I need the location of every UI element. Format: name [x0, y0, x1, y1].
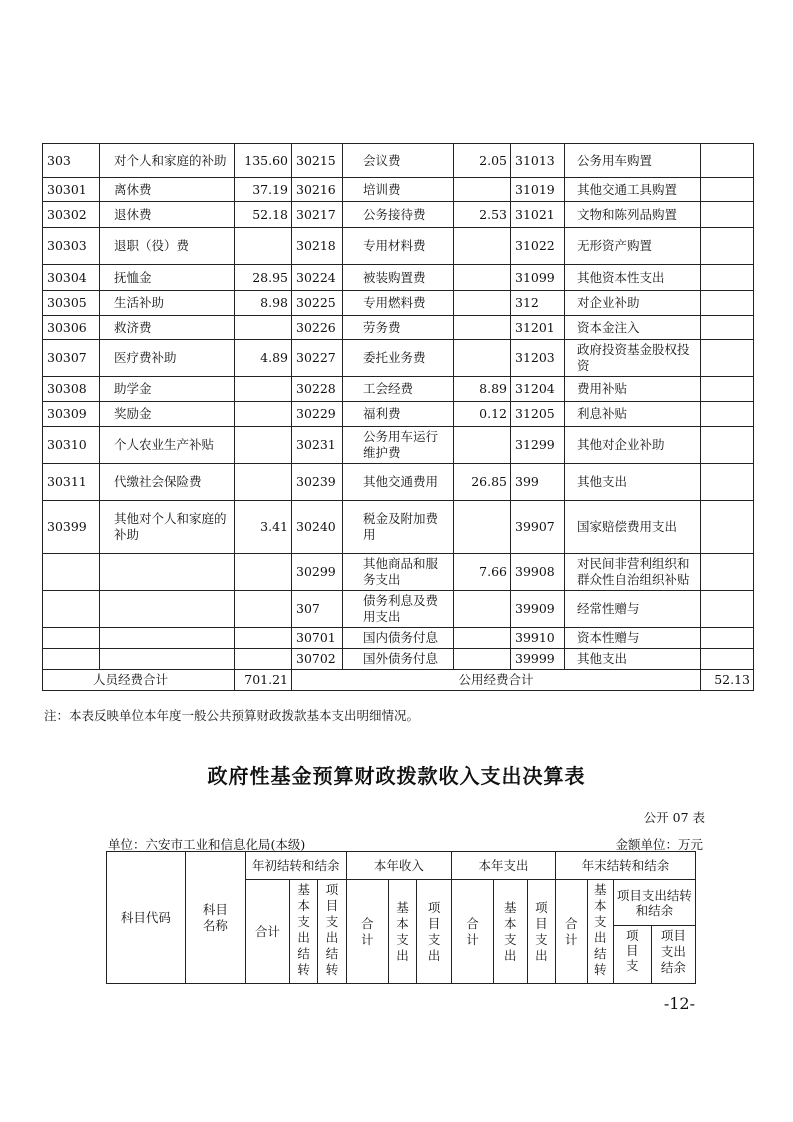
cell-c4: 30226: [292, 316, 343, 340]
cell-c2: 退职（役）费: [100, 228, 235, 265]
cell-c5: 债务利息及费用支出: [343, 591, 454, 628]
cell-c2: 抚恤金: [100, 265, 235, 291]
table-row: [43, 291, 754, 316]
cell-c3: [235, 464, 292, 501]
personnel-total-value: 701.21: [235, 670, 292, 691]
fund-budget-table: [106, 851, 696, 984]
cell-c8: 费用补贴: [565, 377, 701, 402]
cell-c3: 8.98: [235, 291, 292, 316]
header-closing: 年末结转和结余: [556, 852, 696, 880]
cell-c4: 30299: [292, 554, 343, 591]
cell-c5: 国外债务付息: [343, 649, 454, 670]
cell-c9: [701, 144, 754, 178]
cell-c9: [701, 628, 754, 649]
cell-c7: 31013: [511, 144, 565, 178]
cell-c1: 30311: [43, 464, 100, 501]
cell-c1: 30306: [43, 316, 100, 340]
cell-c6: [454, 228, 511, 265]
report-title: 政府性基金预算财政拨款收入支出决算表: [207, 764, 586, 788]
cell-c6: 2.05: [454, 144, 511, 178]
table-row: [43, 228, 754, 265]
cell-c2: 助学金: [100, 377, 235, 402]
header-subject-code: 科目代码: [107, 852, 186, 984]
cell-c3: 28.95: [235, 265, 292, 291]
cell-c6: [454, 501, 511, 554]
table-row: [43, 265, 754, 291]
cell-c2: [100, 649, 235, 670]
cell-c7: 312: [511, 291, 565, 316]
cell-c3: 135.60: [235, 144, 292, 178]
cell-c8: 其他资本性支出: [565, 265, 701, 291]
closing-project-carry: 项目支: [613, 926, 651, 984]
cell-c4: 30225: [292, 291, 343, 316]
closing-project-balance: 项目支出结余: [651, 926, 695, 984]
cell-c2: 对个人和家庭的补助: [100, 144, 235, 178]
cell-c6: [454, 178, 511, 202]
cell-c2: [100, 554, 235, 591]
cell-c2: [100, 628, 235, 649]
cell-c7: 31203: [511, 340, 565, 377]
cell-c7: 39910: [511, 628, 565, 649]
unit-label: 单位：六安市工业和信息化局(本级): [108, 837, 306, 852]
public-total-label: 公用经费合计: [292, 670, 701, 691]
table-row: [43, 402, 754, 427]
cell-c2: 退休费: [100, 202, 235, 228]
header-expense: 本年支出: [451, 852, 555, 880]
cell-c9: [701, 178, 754, 202]
cell-c1: 30303: [43, 228, 100, 265]
cell-c3: [235, 628, 292, 649]
cell-c1: [43, 649, 100, 670]
cell-c8: 无形资产购置: [565, 228, 701, 265]
table-row: [43, 340, 754, 377]
cell-c6: [454, 265, 511, 291]
cell-c7: 399: [511, 464, 565, 501]
cell-c8: 对民间非营利组织和群众性自治组织补贴: [565, 554, 701, 591]
cell-c6: [454, 316, 511, 340]
cell-c3: [235, 554, 292, 591]
cell-c9: [701, 265, 754, 291]
table-row: [43, 144, 754, 178]
cell-c1: 30305: [43, 291, 100, 316]
cell-c1: [43, 591, 100, 628]
header-opening: 年初结转和结余: [245, 852, 346, 880]
table-note: 注：本表反映单位本年度一般公共预算财政拨款基本支出明细情况。: [44, 708, 420, 723]
cell-c6: [454, 291, 511, 316]
cell-c9: [701, 427, 754, 464]
cell-c8: 文物和陈列品购置: [565, 202, 701, 228]
cell-c5: 委托业务费: [343, 340, 454, 377]
opening-project-carry: 项目支出结转: [318, 880, 346, 984]
cell-c9: [701, 228, 754, 265]
table-row: [43, 554, 754, 591]
cell-c3: 37.19: [235, 178, 292, 202]
cell-c9: [701, 554, 754, 591]
cell-c8: 资本金注入: [565, 316, 701, 340]
cell-c6: 7.66: [454, 554, 511, 591]
cell-c7: 31022: [511, 228, 565, 265]
cell-c9: [701, 501, 754, 554]
cell-c3: [235, 427, 292, 464]
cell-c5: 国内债务付息: [343, 628, 454, 649]
cell-c8: 其他支出: [565, 464, 701, 501]
cell-c4: 30229: [292, 402, 343, 427]
personnel-total-label: 人员经费合计: [43, 670, 235, 691]
income-project: 项目支出: [417, 880, 452, 984]
cell-c4: 307: [292, 591, 343, 628]
cell-c5: 福利费: [343, 402, 454, 427]
cell-c7: 39999: [511, 649, 565, 670]
cell-c8: 经常性赠与: [565, 591, 701, 628]
cell-c4: 30228: [292, 377, 343, 402]
cell-c9: [701, 340, 754, 377]
report-code: 公开 07 表: [643, 810, 705, 825]
header-income: 本年收入: [346, 852, 451, 880]
cell-c2: 个人农业生产补贴: [100, 427, 235, 464]
cell-c6: [454, 649, 511, 670]
cell-c9: [701, 316, 754, 340]
cell-c8: 对企业补助: [565, 291, 701, 316]
cell-c4: 30227: [292, 340, 343, 377]
table-row: [43, 649, 754, 670]
table-row: [43, 501, 754, 554]
page-number: -12-: [663, 994, 695, 1013]
cell-c6: [454, 628, 511, 649]
cell-c7: 31019: [511, 178, 565, 202]
cell-c6: 26.85: [454, 464, 511, 501]
cell-c4: 30231: [292, 427, 343, 464]
expense-total: 合计: [451, 880, 493, 984]
opening-total: 合计: [245, 880, 289, 984]
table-row: [43, 464, 754, 501]
cell-c6: 0.12: [454, 402, 511, 427]
cell-c5: 会议费: [343, 144, 454, 178]
cell-c5: 培训费: [343, 178, 454, 202]
closing-total: 合计: [556, 880, 588, 984]
cell-c7: 39908: [511, 554, 565, 591]
cell-c1: 30399: [43, 501, 100, 554]
cell-c9: [701, 202, 754, 228]
expense-project: 项目支出: [527, 880, 555, 984]
cell-c4: 30218: [292, 228, 343, 265]
cell-c5: 税金及附加费用: [343, 501, 454, 554]
cell-c8: 其他支出: [565, 649, 701, 670]
cell-c7: 31299: [511, 427, 565, 464]
cell-c5: 工会经费: [343, 377, 454, 402]
cell-c6: [454, 591, 511, 628]
cell-c2: 医疗费补助: [100, 340, 235, 377]
cell-c4: 30701: [292, 628, 343, 649]
income-total: 合计: [346, 880, 388, 984]
cell-c3: [235, 377, 292, 402]
cell-c4: 30215: [292, 144, 343, 178]
expense-basic: 基本支出: [494, 880, 528, 984]
table-row: [43, 178, 754, 202]
table-row: [43, 202, 754, 228]
cell-c3: 52.18: [235, 202, 292, 228]
cell-c1: 30301: [43, 178, 100, 202]
cell-c1: 30304: [43, 265, 100, 291]
table-row: [43, 427, 754, 464]
cell-c3: [235, 228, 292, 265]
cell-c8: 政府投资基金股权投资: [565, 340, 701, 377]
cell-c9: [701, 591, 754, 628]
cell-c8: 其他对企业补助: [565, 427, 701, 464]
cell-c4: 30702: [292, 649, 343, 670]
cell-c6: [454, 340, 511, 377]
cell-c7: 39907: [511, 501, 565, 554]
cell-c7: 39909: [511, 591, 565, 628]
cell-c2: 离休费: [100, 178, 235, 202]
cell-c6: 2.53: [454, 202, 511, 228]
cell-c3: 3.41: [235, 501, 292, 554]
cell-c8: 其他交通工具购置: [565, 178, 701, 202]
cell-c4: 30240: [292, 501, 343, 554]
cell-c2: 其他对个人和家庭的补助: [100, 501, 235, 554]
total-row: [43, 670, 754, 691]
cell-c4: 30216: [292, 178, 343, 202]
cell-c5: 被装购置费: [343, 265, 454, 291]
cell-c7: 31205: [511, 402, 565, 427]
cell-c7: 31021: [511, 202, 565, 228]
table-row: [43, 377, 754, 402]
cell-c2: 奖励金: [100, 402, 235, 427]
cell-c4: 30239: [292, 464, 343, 501]
cell-c9: [701, 402, 754, 427]
cell-c3: 4.89: [235, 340, 292, 377]
cell-c2: 生活补助: [100, 291, 235, 316]
header-subject-name: 科目名称: [185, 852, 245, 984]
cell-c4: 30217: [292, 202, 343, 228]
table-row: [43, 591, 754, 628]
cell-c3: [235, 316, 292, 340]
cell-c5: 其他交通费用: [343, 464, 454, 501]
cell-c2: 代缴社会保险费: [100, 464, 235, 501]
closing-project-carry-balance: 项目支出结转和结余: [613, 880, 695, 926]
cell-c1: 30302: [43, 202, 100, 228]
cell-c8: 资本性赠与: [565, 628, 701, 649]
cell-c1: 303: [43, 144, 100, 178]
money-unit: 金额单位：万元: [615, 837, 703, 852]
cell-c2: [100, 591, 235, 628]
cell-c5: 专用燃料费: [343, 291, 454, 316]
closing-basic-carry: 基本支出结转: [587, 880, 613, 984]
expense-detail-table: [42, 143, 754, 691]
cell-c8: 公务用车购置: [565, 144, 701, 178]
cell-c1: [43, 628, 100, 649]
cell-c4: 30224: [292, 265, 343, 291]
cell-c3: [235, 591, 292, 628]
cell-c1: 30309: [43, 402, 100, 427]
table-row: [43, 316, 754, 340]
cell-c9: [701, 649, 754, 670]
opening-basic-carry: 基本支出结转: [289, 880, 317, 984]
cell-c1: 30310: [43, 427, 100, 464]
cell-c6: 8.89: [454, 377, 511, 402]
cell-c5: 专用材料费: [343, 228, 454, 265]
cell-c1: 30307: [43, 340, 100, 377]
cell-c8: 国家赔偿费用支出: [565, 501, 701, 554]
cell-c5: 劳务费: [343, 316, 454, 340]
cell-c1: [43, 554, 100, 591]
cell-c5: 公务接待费: [343, 202, 454, 228]
cell-c5: 其他商品和服务支出: [343, 554, 454, 591]
cell-c8: 利息补贴: [565, 402, 701, 427]
cell-c7: 31204: [511, 377, 565, 402]
cell-c3: [235, 649, 292, 670]
cell-c7: 31099: [511, 265, 565, 291]
income-basic: 基本支出: [388, 880, 416, 984]
cell-c7: 31201: [511, 316, 565, 340]
cell-c6: [454, 427, 511, 464]
cell-c9: [701, 464, 754, 501]
cell-c9: [701, 291, 754, 316]
cell-c9: [701, 377, 754, 402]
table-row: [43, 628, 754, 649]
cell-c1: 30308: [43, 377, 100, 402]
cell-c5: 公务用车运行维护费: [343, 427, 454, 464]
public-total-value: 52.13: [701, 670, 754, 691]
cell-c3: [235, 402, 292, 427]
cell-c2: 救济费: [100, 316, 235, 340]
